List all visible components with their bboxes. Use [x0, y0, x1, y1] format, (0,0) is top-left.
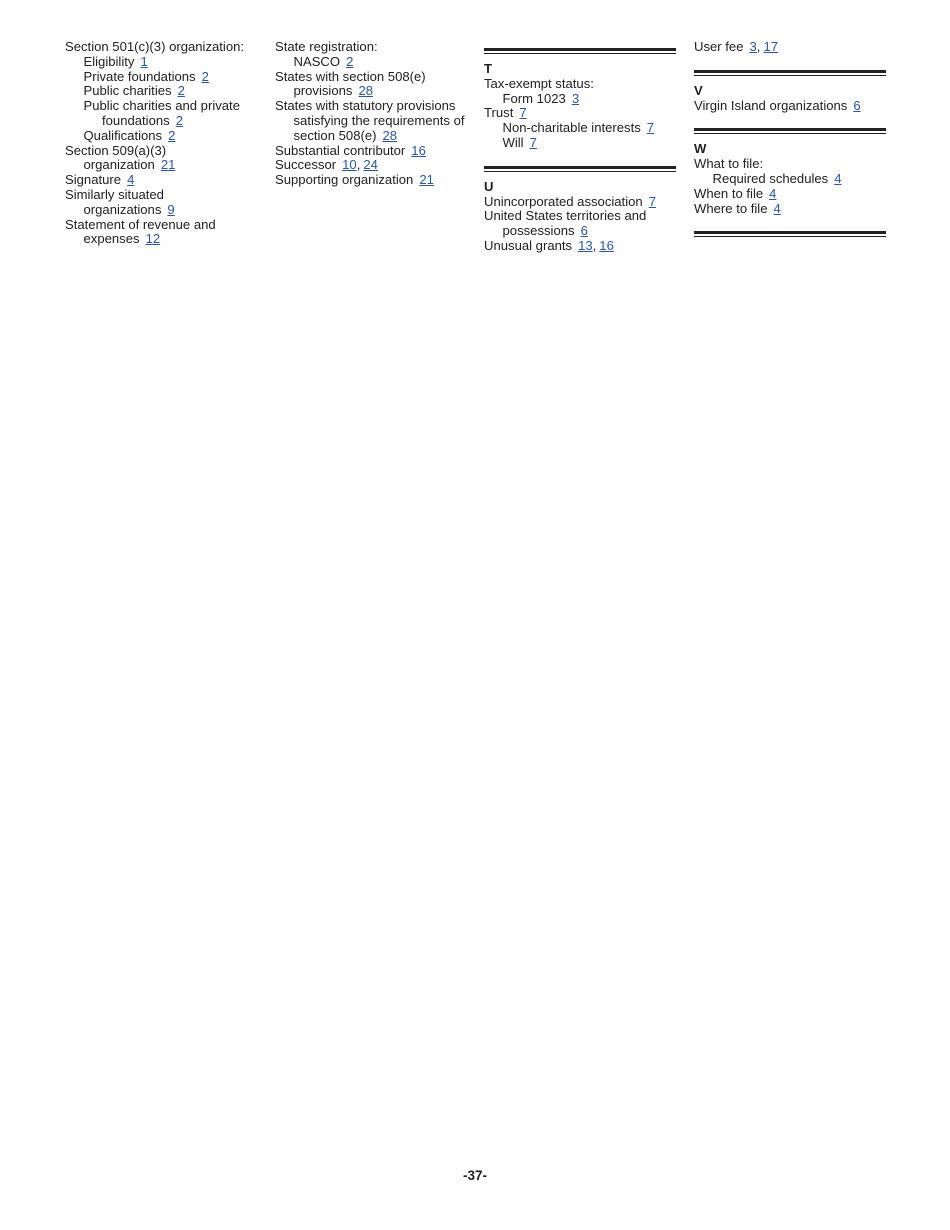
section-letter: U	[484, 178, 494, 194]
index-entry	[694, 172, 886, 187]
index-entry-text: Signature	[65, 172, 122, 188]
index-entry-text: Public charities	[83, 83, 172, 99]
page-link[interactable]: 17	[763, 39, 779, 54]
index-entry-text: States with section 508(e) provisions	[275, 68, 426, 99]
index-entry-text: Section 501(c)(3) organization:	[65, 39, 245, 54]
index-entry-text: Successor	[275, 157, 337, 173]
index-entry-text: Will	[502, 134, 524, 150]
page-link[interactable]: 4	[127, 172, 135, 188]
index-entry	[275, 55, 467, 70]
page-link[interactable]: 16	[411, 142, 426, 158]
page-link[interactable]: 21	[419, 172, 434, 188]
page-link[interactable]: 28	[382, 127, 398, 143]
index-entry-text: Eligibility	[83, 53, 135, 69]
index-entry-text: Unusual grants	[484, 237, 573, 253]
index-entry	[65, 173, 257, 188]
page-link[interactable]: 3	[749, 39, 757, 54]
page-link[interactable]: 6	[580, 223, 588, 239]
index-entry-text: Trust	[484, 105, 514, 121]
page-link[interactable]: 9	[167, 201, 175, 217]
index-entry-text: Virgin Island organizations	[694, 97, 848, 113]
page-link[interactable]: 21	[160, 157, 176, 173]
index-entry-text: Supporting organization	[275, 172, 414, 188]
page-link[interactable]: 13	[578, 237, 593, 253]
index-entry-text: Non-charitable interests	[502, 120, 641, 136]
index-entry	[275, 144, 467, 159]
page-link[interactable]: 28	[358, 83, 374, 99]
page-link[interactable]: 24	[363, 157, 378, 173]
index-entry	[484, 106, 676, 121]
page-link[interactable]: 6	[853, 97, 861, 113]
index-entry	[694, 99, 886, 114]
index-entry-text: Unincorporated association	[484, 193, 643, 209]
index-entry-text: Statement of revenue and expenses	[65, 216, 216, 247]
index-entry	[484, 77, 676, 92]
page-link[interactable]: 7	[519, 105, 527, 121]
section-letter: T	[484, 61, 492, 76]
section-letter: W	[694, 141, 707, 157]
page-link[interactable]: 2	[175, 112, 184, 128]
index-entry	[694, 157, 886, 172]
index-entry-text: State registration:	[275, 39, 378, 54]
page-link[interactable]: 10	[342, 157, 357, 173]
index-entry	[275, 99, 467, 143]
page-link[interactable]: 2	[168, 127, 176, 143]
index-entry	[65, 188, 257, 218]
page-link[interactable]: 4	[834, 170, 842, 186]
index-entry	[694, 202, 886, 217]
index-entry	[65, 84, 257, 99]
index-entry-text: Private foundations	[83, 68, 196, 84]
index-entry-text: Required schedules	[712, 170, 829, 186]
index-entry	[275, 173, 467, 188]
index-entry	[65, 70, 257, 85]
index-entry	[275, 70, 467, 100]
page-separator: ,	[756, 39, 761, 54]
page-link[interactable]: 4	[773, 200, 781, 216]
index-entry-text: United States territories and possessions	[484, 208, 647, 239]
section-divider	[694, 128, 886, 134]
section-divider	[694, 70, 886, 76]
index-column-4	[694, 40, 886, 237]
section-divider	[694, 231, 886, 237]
index-entry-text: User fee	[694, 39, 744, 54]
index-entry-text: Where to file	[694, 200, 768, 216]
index-entry-text: Form 1023	[502, 90, 566, 106]
index-entry	[65, 40, 257, 55]
index-entry	[65, 129, 257, 144]
page-link[interactable]: 4	[769, 185, 777, 201]
page-separator: ,	[592, 237, 597, 253]
page-link[interactable]: 2	[177, 83, 185, 99]
index-entry	[484, 92, 676, 107]
index-entry	[484, 195, 676, 210]
page-link[interactable]: 7	[648, 193, 656, 209]
page-separator: ,	[356, 157, 361, 173]
index-entry	[484, 136, 676, 151]
index-entry	[65, 218, 257, 248]
page-number: -37-	[462, 1168, 487, 1183]
index-column-2	[275, 40, 467, 188]
section-divider	[484, 166, 676, 172]
index-column-3	[484, 40, 676, 254]
index-entry	[65, 55, 257, 70]
page-link[interactable]: 16	[599, 237, 614, 253]
index-entry-text: NASCO	[293, 53, 341, 69]
index-entry	[694, 40, 886, 55]
index-entry	[694, 187, 886, 202]
page-link[interactable]: 2	[201, 68, 209, 84]
page-link[interactable]: 12	[145, 231, 161, 247]
index-entry-text: States with statutory provisions satisfying the requirements of section 508(e)	[275, 98, 465, 143]
index-entry-text: Similarly situated organizations	[65, 186, 164, 217]
section-letter: V	[694, 82, 703, 98]
index-entry	[275, 40, 467, 55]
section-divider	[484, 48, 676, 54]
page-link[interactable]: 2	[346, 53, 354, 69]
index-entry	[65, 144, 257, 174]
index-entry	[275, 158, 467, 173]
index-entry	[484, 239, 676, 254]
page-link[interactable]: 1	[140, 53, 148, 69]
index-entry	[65, 99, 257, 129]
index-entry-text: Substantial contributor	[275, 142, 406, 158]
index-entry-text: Public charities and private foundations	[83, 98, 240, 128]
page-link[interactable]: 7	[529, 134, 537, 150]
index-entry-text: Section 509(a)(3) organization	[65, 142, 167, 173]
index-entry-text: Qualifications	[83, 127, 163, 143]
index-column-1	[65, 40, 257, 247]
index-entry-text: What to file:	[694, 156, 764, 172]
page-link[interactable]: 7	[646, 120, 655, 136]
index-entry-text: When to file	[694, 185, 764, 201]
index-entry	[484, 121, 676, 136]
index-entry	[484, 209, 676, 239]
index-entry-text: Tax-exempt status:	[484, 75, 594, 91]
page-link[interactable]: 3	[571, 90, 580, 106]
